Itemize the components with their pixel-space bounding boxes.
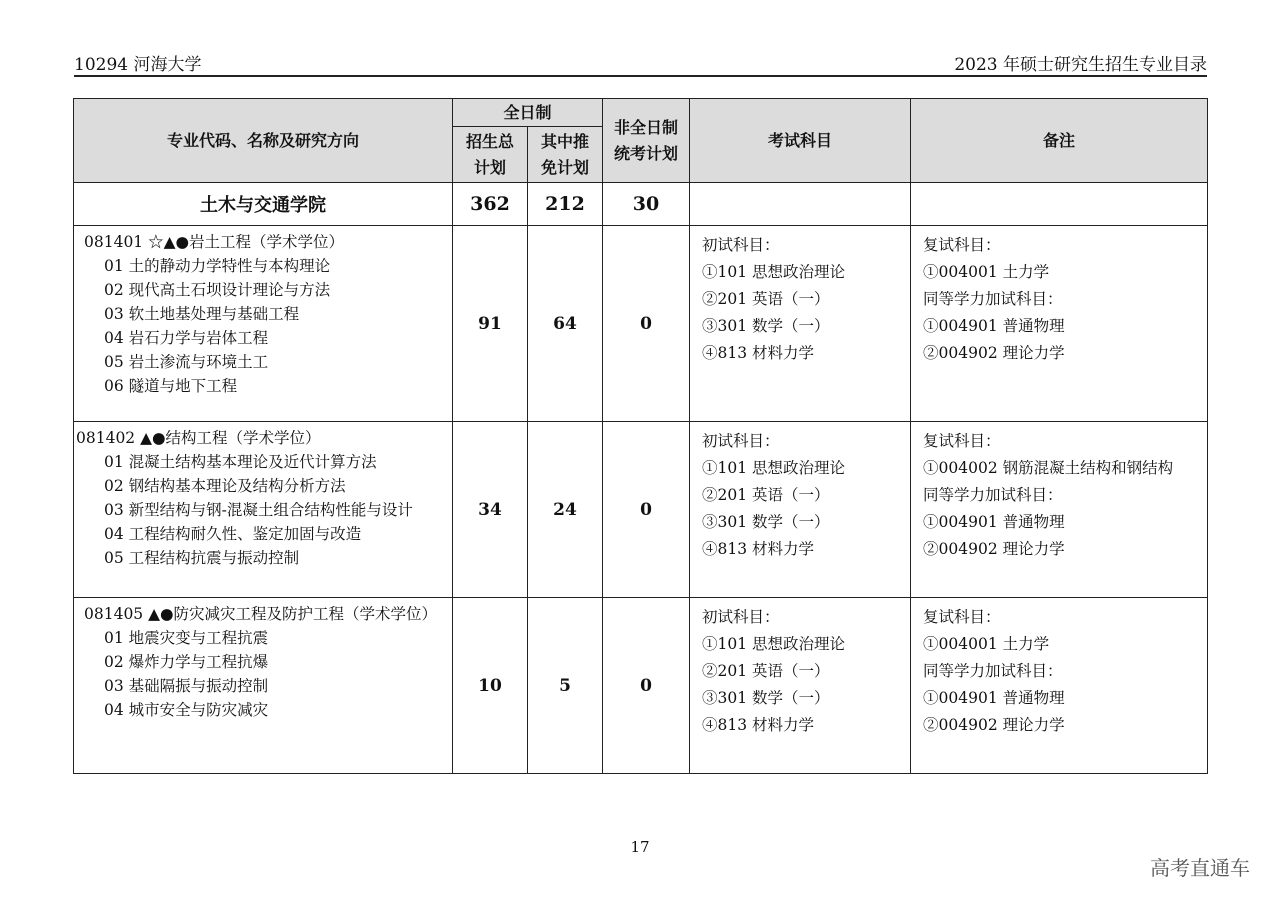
major-total: 10 [453,598,528,774]
header-recommended-plan: 其中推 免计划 [528,127,603,183]
header-exam: 考试科目 [690,99,911,183]
note-line: ①004901 普通物理 [923,689,1065,707]
direction-item: 06 隧道与地下工程 [104,377,238,395]
table-row [74,598,1208,774]
major-cell [74,226,453,422]
note-line: 复试科目： [923,608,1001,626]
major-recommended: 24 [528,422,603,598]
page-number: 17 [630,838,650,856]
note-line: 复试科目： [923,432,1001,450]
exam-line: ③301 数学（一） [702,689,830,707]
note-line: 复试科目： [923,236,1001,254]
exam-subjects [690,422,911,598]
exam-line: ③301 数学（一） [702,317,830,335]
direction-item: 05 工程结构抗震与振动控制 [104,549,300,567]
header-catalog-title: 2023 年硕士研究生招生专业目录 [954,55,1207,75]
note-line: ②004902 理论力学 [923,344,1065,362]
watermark: 高考直通车 [1150,856,1250,880]
exam-line: ①101 思想政治理论 [702,635,846,653]
note-line: ①004901 普通物理 [923,513,1065,531]
exam-line: 初试科目： [702,608,780,626]
note-line: ①004001 土力学 [923,635,1050,653]
note-line: 同等学力加试科目： [923,290,1063,308]
direction-item: 02 钢结构基本理论及结构分析方法 [104,477,346,495]
college-recommended: 212 [528,183,603,226]
exam-line: ④813 材料力学 [702,344,815,362]
exam-line: ④813 材料力学 [702,540,815,558]
major-cell [74,422,453,598]
header-fulltime: 全日制 [453,99,603,127]
header-parttime: 非全日制 统考计划 [603,99,690,183]
direction-item: 01 土的静动力学特性与本构理论 [104,257,331,275]
direction-item: 02 现代高土石坝设计理论与方法 [104,281,331,299]
exam-line: ①101 思想政治理论 [702,459,846,477]
table-row [74,422,1208,598]
exam-line: ④813 材料力学 [702,716,815,734]
major-title: 081405 ▲●防灾减灾工程及防护工程（学术学位） [84,605,438,623]
exam-line: ②201 英语（一） [702,486,830,504]
direction-item: 01 地震灾变与工程抗震 [104,629,269,647]
major-recommended: 5 [528,598,603,774]
major-parttime: 0 [603,598,690,774]
header-rule [74,75,1207,77]
direction-item: 01 混凝土结构基本理论及近代计算方法 [104,453,377,471]
note-line: ②004902 理论力学 [923,540,1065,558]
college-note-empty [911,183,1208,226]
exam-subjects [690,226,911,422]
major-cell [74,598,453,774]
major-recommended: 64 [528,226,603,422]
note-line: ①004001 土力学 [923,263,1050,281]
catalog-table [73,98,1208,774]
note-line: 同等学力加试科目： [923,486,1063,504]
college-parttime: 30 [603,183,690,226]
header-major: 专业代码、名称及研究方向 [74,99,453,183]
exam-subjects [690,598,911,774]
major-total: 91 [453,226,528,422]
major-title: 081401 ☆▲●岩土工程（学术学位） [84,233,345,251]
notes [911,598,1208,774]
exam-line: ①101 思想政治理论 [702,263,846,281]
direction-item: 03 基础隔振与振动控制 [104,677,269,695]
header-note: 备注 [911,99,1208,183]
exam-line: ②201 英语（一） [702,662,830,680]
exam-line: ③301 数学（一） [702,513,830,531]
college-row [74,183,1208,226]
major-title: 081402 ▲●结构工程（学术学位） [76,429,321,447]
note-line: 同等学力加试科目： [923,662,1063,680]
direction-item: 03 新型结构与钢-混凝土组合结构性能与设计 [104,501,413,519]
exam-line: 初试科目： [702,432,780,450]
direction-item: 02 爆炸力学与工程抗爆 [104,653,269,671]
table-row [74,226,1208,422]
major-parttime: 0 [603,422,690,598]
note-line: ①004901 普通物理 [923,317,1065,335]
note-line: ①004002 钢筋混凝土结构和钢结构 [923,459,1174,477]
direction-item: 04 工程结构耐久性、鉴定加固与改造 [104,525,362,543]
exam-line: 初试科目： [702,236,780,254]
note-line: ②004902 理论力学 [923,716,1065,734]
header-total-plan: 招生总 计划 [453,127,528,183]
college-total: 362 [453,183,528,226]
college-name: 土木与交通学院 [74,183,453,226]
direction-item: 03 软土地基处理与基础工程 [104,305,300,323]
direction-item: 05 岩土渗流与环境土工 [104,353,269,371]
header-university: 10294 河海大学 [74,55,202,75]
notes [911,226,1208,422]
direction-item: 04 城市安全与防灾减灾 [104,701,269,719]
major-parttime: 0 [603,226,690,422]
direction-item: 04 岩石力学与岩体工程 [104,329,269,347]
notes [911,422,1208,598]
college-exam-empty [690,183,911,226]
exam-line: ②201 英语（一） [702,290,830,308]
major-total: 34 [453,422,528,598]
